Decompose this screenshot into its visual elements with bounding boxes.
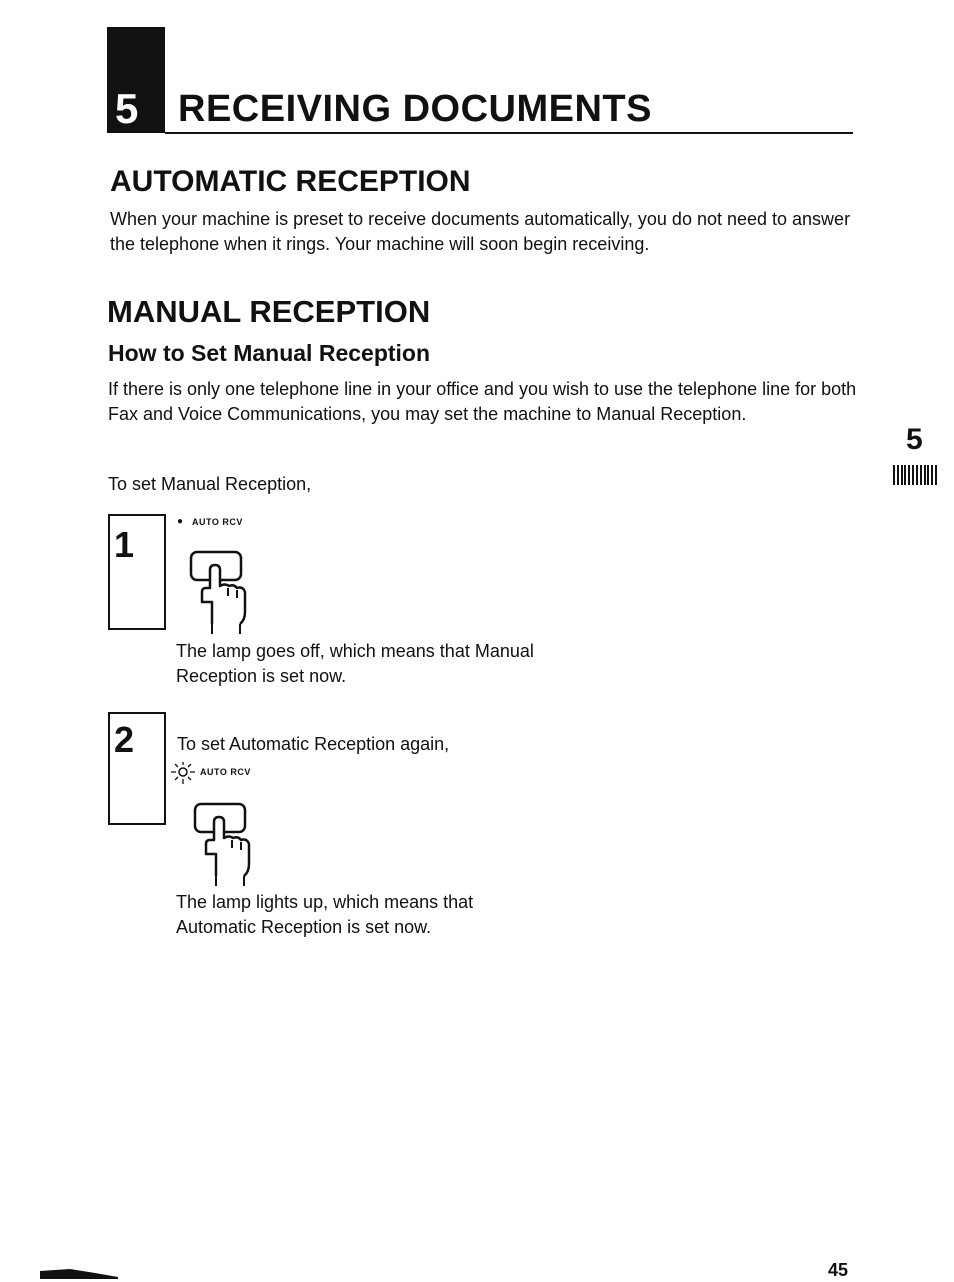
chapter-title-underline [165, 132, 853, 134]
scan-artifact-mark [40, 1265, 118, 1279]
how-to-set-manual-heading: How to Set Manual Reception [108, 340, 431, 366]
step-1-result-text: The lamp goes off, which means that Manual Reception is set now. [176, 641, 534, 686]
auto-rcv-label: AUTO RCV [192, 517, 243, 527]
page-number: 45 [828, 1260, 849, 1280]
step-1-number: 1 [114, 524, 135, 565]
lamp-off-dot-icon: ● [177, 516, 184, 527]
manual-reception-body: If there is only one telephone line in your office and you wish to use the telephone line for both Fax and Voice Communications, you may set the machine to Manual Reception. [108, 379, 857, 424]
finger-press-button-icon [186, 548, 256, 636]
side-chapter-number: 5 [906, 423, 923, 456]
manual-reception-heading: MANUAL RECEPTION [107, 294, 431, 329]
step-2-result-text: The lamp lights up, which means that Automatic Reception is set now. [176, 892, 474, 937]
finger-press-button-icon [190, 800, 260, 888]
chapter-number: 5 [115, 85, 139, 132]
step-2-number: 2 [114, 719, 135, 760]
automatic-reception-body: When your machine is preset to receive documents automatically, you do not need to answer the telephone when it rings. Your machine will soon begin receiving. [110, 209, 851, 254]
chapter-title: RECEIVING DOCUMENTS [178, 88, 652, 130]
side-chapter-tab-bars [893, 465, 937, 485]
step-2-intro-text: To set Automatic Reception again, [177, 734, 450, 754]
automatic-reception-heading: AUTOMATIC RECEPTION [110, 165, 471, 198]
lamp-on-glow-icon [168, 760, 198, 786]
auto-rcv-label: AUTO RCV [200, 767, 251, 777]
manual-reception-intro: To set Manual Reception, [108, 474, 312, 494]
